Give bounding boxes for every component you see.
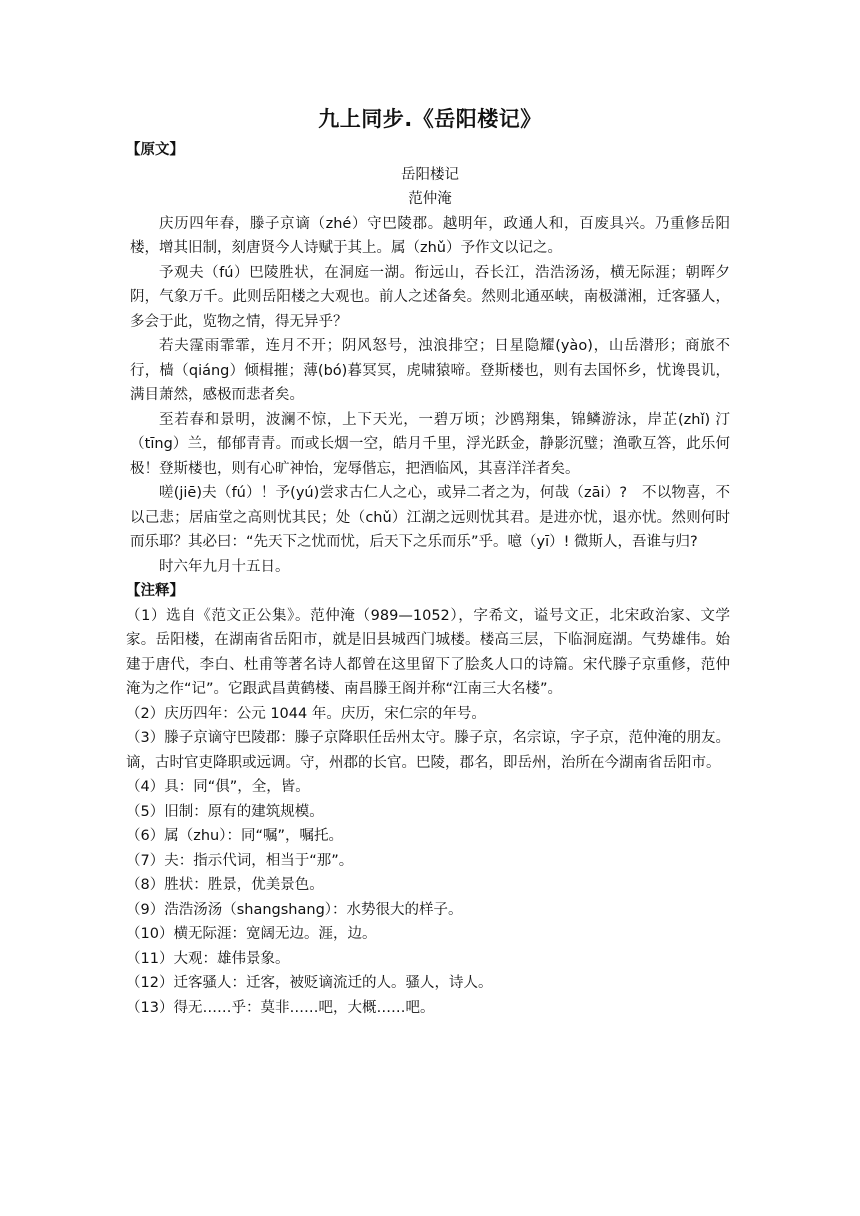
note-item: （6）属（zhu）：同“嘱”，嘱托。: [126, 828, 343, 844]
note-item: （13）得无……乎：莫非……吧，大概……吧。: [126, 999, 435, 1016]
notes-heading: 【注释】: [126, 583, 184, 599]
document-page: [126, 102, 730, 1020]
essay-paragraph: 若夫霪雨霏霏，连月不开；阴风怒号，浊浪排空；日星隐耀(yào)，山岳潜形；商旅不行，樯（qiáng）倾楫摧；薄(bó)暮冥冥，虎啸猿啼。登斯楼也，则有去国怀乡，忧谗畏讥，满目萧然，感极而悲者矣。: [130, 338, 730, 403]
note-item: （4）具：同“俱”，全，皆。: [126, 779, 310, 795]
original-text-heading: 【原文】: [126, 142, 184, 158]
note-item: （1）选自《范文正公集》。范仲淹（989—1052），字希文，谥号文正，北宋政治家、文学家。岳阳楼，在湖南省岳阳市，就是旧县城西门城楼。楼高三层，下临洞庭湖。气势雄伟。始建于唐代，李白、杜甫等著名诗人都曾在这里留下了脍炙人口的诗篇。宋代滕子京重修，范仲淹为之作“记”。它跟武昌黄鹤楼、南昌滕王阁并称“江南三大名楼”。: [126, 607, 730, 697]
essay-paragraph: 庆历四年春，滕子京谪（zhé）守巴陵郡。越明年，政通人和，百废具兴。乃重修岳阳楼，增其旧制，刻唐贤今人诗赋于其上。属（zhǔ）予作文以记之。: [130, 215, 730, 256]
essay-author: 范仲淹: [408, 191, 452, 207]
note-item: （9）浩浩汤汤（shangshang）：水势很大的样子。: [126, 901, 463, 918]
note-item: （8）胜状：胜景，优美景色。: [126, 877, 324, 893]
essay-body: [130, 212, 730, 580]
note-item: （12）迁客骚人：迁客，被贬谪流迁的人。骚人，诗人。: [126, 975, 493, 991]
note-item: （2）庆历四年：公元 1044 年。庆历，宋仁宗的年号。: [126, 705, 486, 722]
essay-paragraph: 予观夫（fú）巴陵胜状，在洞庭一湖。衔远山，吞长江，浩浩汤汤，横无际涯；朝晖夕阴，气象万千。此则岳阳楼之大观也。前人之述备矣。然则北通巫峡，南极潇湘，迁客骚人，多会于此，览物之情，得无异乎？: [130, 264, 730, 330]
note-item: （11）大观：雄伟景象。: [126, 950, 290, 967]
essay-paragraph: 嗟(jiē)夫（fú）！予(yú)尝求古仁人之心，或异二者之为，何哉（zāi）? 不以物喜，不以己悲；居庙堂之高则忧其民；处（chǔ）江湖之远则忧其君。是进亦忧，退亦忧。然则何时而乐耶？其必曰：“先天下之忧而忧，后天下之乐而乐”乎。噫（yī）! 微斯人，吾谁与归?: [130, 485, 730, 550]
note-item: （5）旧制：原有的建筑规模。: [126, 803, 324, 820]
essay-date-line: 时六年九月十五日。: [159, 558, 290, 575]
note-item: （3）滕子京谪守巴陵郡：滕子京降职任岳州太守。滕子京，名宗谅，字子京，范仲淹的朋友。谪，古时官吏降职或远调。守，州郡的长官。巴陵，郡名，即岳州，治所在今湖南省岳阳市。: [126, 730, 730, 771]
notes-list: [126, 604, 730, 1021]
note-item: （7）夫：指示代词，相当于“那”。: [126, 852, 354, 869]
document-title: 九上同步.《岳阳楼记》: [318, 107, 542, 131]
essay-paragraph: 至若春和景明，波澜不惊，上下天光，一碧万顷；沙鸥翔集，锦鳞游泳，岸芷(zhǐ) 汀（tīng）兰，郁郁青青。而或长烟一空，皓月千里，浮光跃金，静影沉璧；渔歌互答，此乐何极！登斯楼也，则有心旷神怡，宠辱偕忘，把酒临风，其喜洋洋者矣。: [130, 411, 730, 477]
essay-title: 岳阳楼记: [401, 166, 459, 183]
note-item: （10）横无际涯：宽阔无边。涯，边。: [126, 926, 377, 942]
